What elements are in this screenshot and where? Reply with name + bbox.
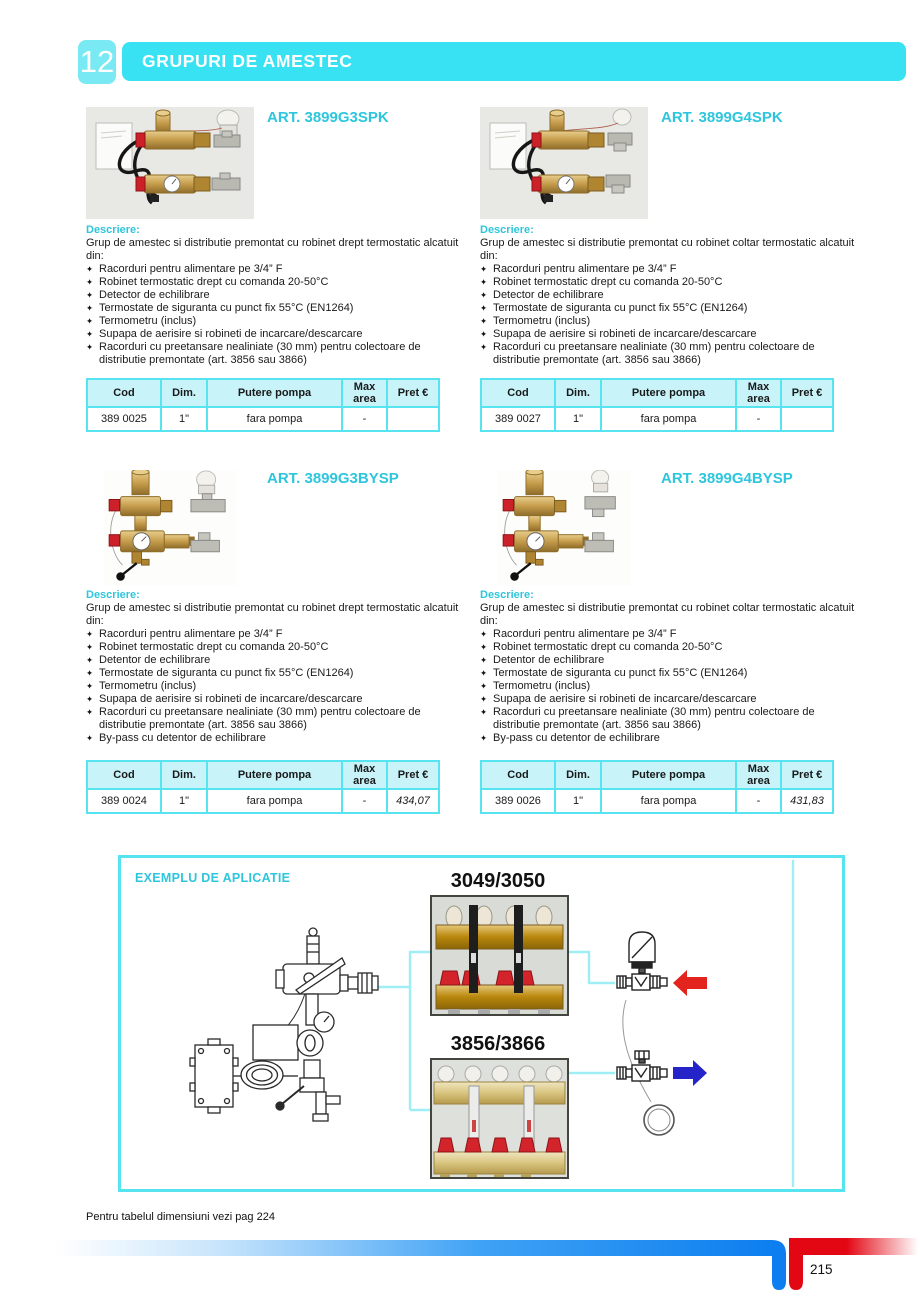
product-description <box>480 589 860 745</box>
table-row <box>481 407 833 431</box>
spec-table <box>86 378 440 432</box>
bullet-icon: ✦ <box>480 290 488 300</box>
bullet-icon: ✦ <box>86 668 94 678</box>
list-item: ✦ Racorduri pentru alimentare pe 3/4” F <box>86 628 283 640</box>
bullet-icon: ✦ <box>86 629 94 639</box>
cell-pret <box>781 407 833 431</box>
cell-putere: fara pompa <box>207 407 342 431</box>
cell-pret: 434,07 <box>387 789 439 813</box>
list-item: ✦ By-pass cu detentor de echilibrare <box>86 732 266 744</box>
list-item: ✦ Detentor de echilibrare <box>480 654 605 666</box>
feature-list <box>480 263 860 367</box>
cell-dim: 1" <box>161 789 207 813</box>
col-header-pret: Pret € <box>781 379 833 407</box>
bullet-icon: ✦ <box>86 277 94 287</box>
table-header-row <box>481 379 833 407</box>
bullet-icon: ✦ <box>480 329 488 339</box>
bullet-icon: ✦ <box>86 290 94 300</box>
description-label: Descriere: <box>86 589 140 601</box>
bullet-icon: ✦ <box>86 303 94 313</box>
cell-maxarea: - <box>736 407 781 431</box>
col-header-pret: Pret € <box>387 379 439 407</box>
bullet-icon: ✦ <box>480 655 488 665</box>
spec-table <box>480 378 834 432</box>
list-item: ✦ Termometru (inclus) <box>86 315 197 327</box>
bullet-icon: ✦ <box>480 707 488 717</box>
bullet-icon: ✦ <box>86 329 94 339</box>
col-header-cod: Cod <box>481 761 555 789</box>
list-item: ✦ Racorduri cu preetansare nealiniate (30 mm) pentru colectoare de distributie premontate (art. 3856 sau 3866) <box>86 706 421 731</box>
list-item: ✦ Racorduri pentru alimentare pe 3/4” F <box>480 628 677 640</box>
list-item: ✦ Robinet termostatic drept cu comanda 20-50°C <box>86 641 329 653</box>
art-number-title: ART. 3899G4BYSP <box>661 470 793 487</box>
col-header-pret: Pret € <box>387 761 439 789</box>
list-item: ✦ Termostate de siguranta cu punct fix 55°C (EN1264) <box>86 667 354 679</box>
list-item: ✦ Robinet termostatic drept cu comanda 20-50°C <box>86 276 329 288</box>
art-number-title: ART. 3899G4SPK <box>661 109 783 126</box>
feature-list <box>480 628 860 745</box>
col-header-cod: Cod <box>87 379 161 407</box>
footer-flow-ribbon <box>0 1235 920 1301</box>
chapter-number: 12 <box>79 44 115 79</box>
pipe-coil-icon <box>637 1098 681 1142</box>
col-header-maxarea: Max area <box>342 761 387 789</box>
list-item: ✦ Supapa de aerisire si robineti de incarcare/descarcare <box>86 328 363 340</box>
bullet-icon: ✦ <box>86 707 94 717</box>
bullet-icon: ✦ <box>480 342 488 352</box>
chapter-number-badge <box>78 40 116 84</box>
cell-cod: 389 0026 <box>481 789 555 813</box>
col-header-cod: Cod <box>87 761 161 789</box>
red-ribbon <box>789 1238 918 1290</box>
table-row <box>87 407 439 431</box>
col-header-pret: Pret € <box>781 761 833 789</box>
col-header-maxarea: Max area <box>736 761 781 789</box>
table-header-row <box>87 379 439 407</box>
product-photo <box>100 470 240 586</box>
col-header-dim: Dim. <box>555 761 601 789</box>
list-item: ✦ Detector de echilibrare <box>86 289 210 301</box>
col-header-dim: Dim. <box>555 379 601 407</box>
col-header-maxarea: Max area <box>736 379 781 407</box>
col-header-cod: Cod <box>481 379 555 407</box>
col-header-putere: Putere pompa <box>207 761 342 789</box>
table-header-row <box>87 761 439 789</box>
col-header-putere: Putere pompa <box>601 761 736 789</box>
lockshield-valve-drawing <box>615 1049 675 1089</box>
spec-table <box>86 760 440 814</box>
list-item: ✦ Racorduri cu preetansare nealiniate (30 mm) pentru colectoare de distributie premontate (art. 3856 sau 3866) <box>480 341 815 366</box>
list-item: ✦ Termometru (inclus) <box>480 315 591 327</box>
table-row <box>481 789 833 813</box>
bullet-icon: ✦ <box>480 629 488 639</box>
manifold-photo-3856-3866 <box>430 1058 569 1179</box>
cell-dim: 1" <box>161 407 207 431</box>
manifold-photo-3049-3050 <box>430 895 569 1016</box>
bullet-icon: ✦ <box>86 655 94 665</box>
manifold-top-label: 3049/3050 <box>450 870 546 892</box>
list-item: ✦ By-pass cu detentor de echilibrare <box>480 732 660 744</box>
list-item: ✦ Supapa de aerisire si robineti de incarcare/descarcare <box>480 693 757 705</box>
bullet-icon: ✦ <box>86 264 94 274</box>
cell-pret <box>387 407 439 431</box>
art-number-title: ART. 3899G3SPK <box>267 109 389 126</box>
blue-ribbon <box>55 1240 786 1290</box>
cell-dim: 1" <box>555 789 601 813</box>
list-item: ✦ Termostate de siguranta cu punct fix 55°C (EN1264) <box>86 302 354 314</box>
list-item: ✦ Detector de echilibrare <box>480 289 604 301</box>
description-label: Descriere: <box>480 589 534 601</box>
table-header-row <box>481 761 833 789</box>
bullet-icon: ✦ <box>86 694 94 704</box>
list-item: ✦ Racorduri cu preetansare nealiniate (30 mm) pentru colectoare de distributie premontate (art. 3856 sau 3866) <box>86 341 421 366</box>
bullet-icon: ✦ <box>86 342 94 352</box>
bullet-icon: ✦ <box>480 668 488 678</box>
feature-list <box>86 263 466 367</box>
description-intro: Grup de amestec si distributie premontat cu robinet coltar termostatic alcatuit din: <box>480 602 855 627</box>
description-intro: Grup de amestec si distributie premontat cu robinet drept termostatic alcatuit din: <box>86 602 459 627</box>
col-header-putere: Putere pompa <box>601 379 736 407</box>
application-label: EXEMPLU DE APLICATIE <box>135 871 291 885</box>
bullet-icon: ✦ <box>480 694 488 704</box>
list-item: ✦ Racorduri pentru alimentare pe 3/4” F <box>86 263 283 275</box>
cell-cod: 389 0027 <box>481 407 555 431</box>
product-photo <box>86 107 254 219</box>
col-header-putere: Putere pompa <box>207 379 342 407</box>
cell-maxarea: - <box>342 789 387 813</box>
bullet-icon: ✦ <box>86 316 94 326</box>
bullet-icon: ✦ <box>480 733 488 743</box>
spec-table <box>480 760 834 814</box>
list-item: ✦ Supapa de aerisire si robineti de incarcare/descarcare <box>86 693 363 705</box>
cell-putere: fara pompa <box>207 789 342 813</box>
bullet-icon: ✦ <box>86 642 94 652</box>
mixing-group-line-drawing <box>146 908 426 1178</box>
cell-pret: 431,83 <box>781 789 833 813</box>
list-item: ✦ Robinet termostatic drept cu comanda 20-50°C <box>480 641 723 653</box>
list-item: ✦ Termostate de siguranta cu punct fix 55°C (EN1264) <box>480 667 748 679</box>
page-number: 215 <box>810 1262 833 1277</box>
table-row <box>87 789 439 813</box>
list-item: ✦ Termometru (inclus) <box>86 680 197 692</box>
feature-list <box>86 628 466 745</box>
art-number-title: ART. 3899G3BYSP <box>267 470 399 487</box>
description-intro: Grup de amestec si distributie premontat cu robinet drept termostatic alcatuit din: <box>86 237 459 262</box>
description-intro: Grup de amestec si distributie premontat cu robinet coltar termostatic alcatuit din: <box>480 237 855 262</box>
product-description <box>86 224 466 367</box>
list-item: ✦ Termometru (inclus) <box>480 680 591 692</box>
bullet-icon: ✦ <box>480 642 488 652</box>
product-description <box>86 589 466 745</box>
bullet-icon: ✦ <box>480 316 488 326</box>
thermostatic-valve-drawing <box>615 928 675 998</box>
product-description <box>480 224 860 367</box>
list-item: ✦ Racorduri pentru alimentare pe 3/4” F <box>480 263 677 275</box>
list-item: ✦ Termostate de siguranta cu punct fix 55°C (EN1264) <box>480 302 748 314</box>
col-header-dim: Dim. <box>161 379 207 407</box>
bullet-icon: ✦ <box>86 681 94 691</box>
cell-putere: fara pompa <box>601 407 736 431</box>
product-photo <box>480 107 648 219</box>
chapter-title-banner <box>122 42 906 81</box>
application-example-box <box>118 855 845 1192</box>
list-item: ✦ Robinet termostatic drept cu comanda 20-50°C <box>480 276 723 288</box>
list-item: ✦ Detentor de echilibrare <box>86 654 211 666</box>
col-header-dim: Dim. <box>161 761 207 789</box>
cell-dim: 1" <box>555 407 601 431</box>
manifold-bottom-label: 3856/3866 <box>450 1033 546 1055</box>
cell-maxarea: - <box>736 789 781 813</box>
bullet-icon: ✦ <box>480 681 488 691</box>
list-item: ✦ Racorduri cu preetansare nealiniate (30 mm) pentru colectoare de distributie premontate (art. 3856 sau 3866) <box>480 706 815 731</box>
description-label: Descriere: <box>86 224 140 236</box>
col-header-maxarea: Max area <box>342 379 387 407</box>
red-flow-arrow <box>673 966 707 1000</box>
product-photo <box>494 470 634 586</box>
cell-putere: fara pompa <box>601 789 736 813</box>
list-item: ✦ Supapa de aerisire si robineti de incarcare/descarcare <box>480 328 757 340</box>
cell-cod: 389 0025 <box>87 407 161 431</box>
blue-flow-arrow <box>673 1056 707 1090</box>
bullet-icon: ✦ <box>480 303 488 313</box>
bullet-icon: ✦ <box>86 733 94 743</box>
description-label: Descriere: <box>480 224 534 236</box>
cell-maxarea: - <box>342 407 387 431</box>
cell-cod: 389 0024 <box>87 789 161 813</box>
bullet-icon: ✦ <box>480 277 488 287</box>
bullet-icon: ✦ <box>480 264 488 274</box>
footer-note: Pentru tabelul dimensiuni vezi pag 224 <box>86 1211 275 1223</box>
chapter-title: GRUPURI DE AMESTEC <box>142 51 353 71</box>
